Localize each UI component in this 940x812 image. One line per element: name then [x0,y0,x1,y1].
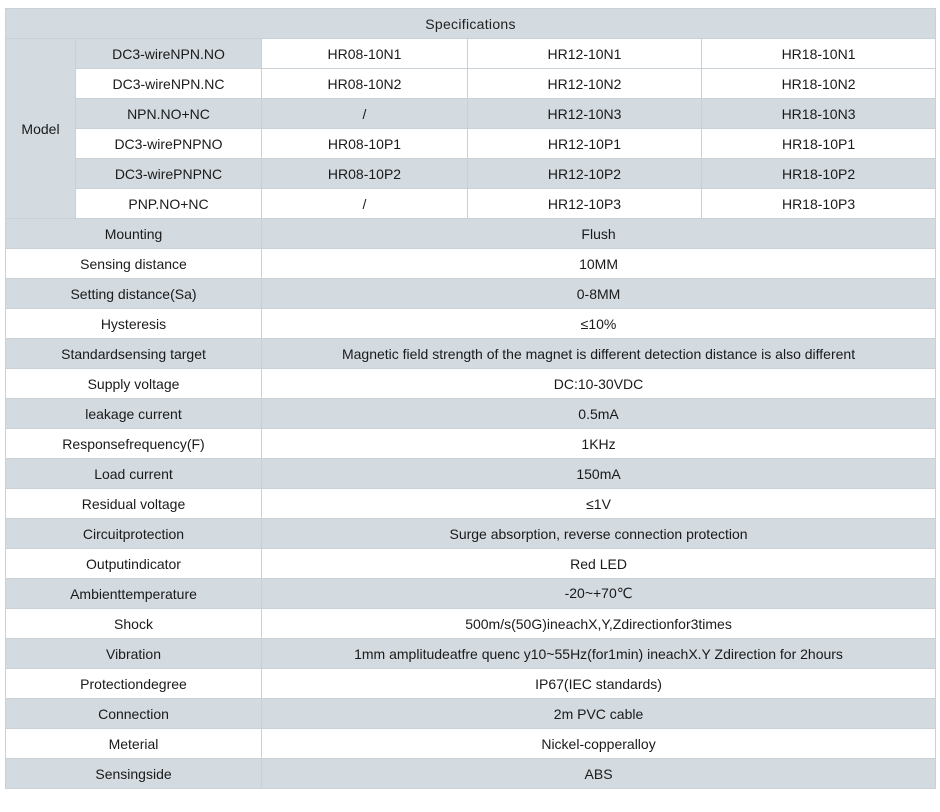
model-cell: HR12-10P3 [468,189,702,219]
spec-row [6,519,936,549]
spec-label: Meterial [6,729,262,759]
spec-value: DC:10-30VDC [262,369,936,399]
spec-value: 1KHz [262,429,936,459]
model-cell: HR18-10P2 [702,159,936,189]
spec-label: Supply voltage [6,369,262,399]
model-row [6,69,936,99]
model-cell: / [262,99,468,129]
spec-row [6,699,936,729]
model-row [6,129,936,159]
spec-label: Outputindicator [6,549,262,579]
model-cell: HR08-10N2 [262,69,468,99]
spec-label: Setting distance(Sa) [6,279,262,309]
spec-row [6,729,936,759]
model-row [6,159,936,189]
spec-row [6,669,936,699]
model-cell: HR18-10P1 [702,129,936,159]
spec-row [6,759,936,789]
spec-row [6,249,936,279]
spec-label: Standardsensing target [6,339,262,369]
model-cell: HR18-10N1 [702,39,936,69]
model-name: DC3-wireNPN.NC [76,69,262,99]
spec-row [6,399,936,429]
spec-value: Nickel-copperalloy [262,729,936,759]
spec-table-container [5,8,935,789]
model-row [6,189,936,219]
spec-value: 0.5mA [262,399,936,429]
table-title: Specifications [6,9,936,39]
model-cell: HR08-10N1 [262,39,468,69]
spec-label: Responsefrequency(F) [6,429,262,459]
spec-label: Mounting [6,219,262,249]
spec-row [6,579,936,609]
model-label: Model [6,39,76,219]
model-name: PNP.NO+NC [76,189,262,219]
spec-label: Circuitprotection [6,519,262,549]
spec-value: 1mm amplitudeatfre quenc y10~55Hz(for1min) ineachX.Y Zdirection for 2hours [262,639,936,669]
spec-row [6,459,936,489]
spec-value: Flush [262,219,936,249]
spec-label: Sensing distance [6,249,262,279]
model-name: DC3-wireNPN.NO [76,39,262,69]
spec-row [6,639,936,669]
spec-label: Residual voltage [6,489,262,519]
spec-row [6,369,936,399]
spec-value: Surge absorption, reverse connection protection [262,519,936,549]
model-cell: HR12-10P2 [468,159,702,189]
spec-value: ≤10% [262,309,936,339]
model-cell: HR08-10P2 [262,159,468,189]
model-cell: HR18-10P3 [702,189,936,219]
spec-value: Magnetic field strength of the magnet is different detection distance is also different [262,339,936,369]
spec-label: leakage current [6,399,262,429]
spec-label: Load current [6,459,262,489]
spec-row [6,219,936,249]
model-cell: HR18-10N3 [702,99,936,129]
spec-row [6,609,936,639]
spec-value: -20~+70℃ [262,579,936,609]
spec-label: Connection [6,699,262,729]
model-cell: / [262,189,468,219]
spec-label: Ambienttemperature [6,579,262,609]
spec-value: 150mA [262,459,936,489]
model-cell: HR12-10N1 [468,39,702,69]
spec-value: 10MM [262,249,936,279]
model-cell: HR08-10P1 [262,129,468,159]
spec-value: IP67(IEC standards) [262,669,936,699]
spec-label: Shock [6,609,262,639]
spec-value: 500m/s(50G)ineachX,Y,Zdirectionfor3times [262,609,936,639]
model-row [6,39,936,69]
spec-label: Vibration [6,639,262,669]
spec-value: 2m PVC cable [262,699,936,729]
spec-row [6,309,936,339]
spec-value: 0-8MM [262,279,936,309]
spec-row [6,429,936,459]
model-cell: HR12-10P1 [468,129,702,159]
model-cell: HR12-10N2 [468,69,702,99]
spec-label: Protectiondegree [6,669,262,699]
spec-row [6,279,936,309]
model-name: NPN.NO+NC [76,99,262,129]
spec-label: Sensingside [6,759,262,789]
spec-row [6,549,936,579]
spec-row [6,489,936,519]
spec-value: ≤1V [262,489,936,519]
model-row [6,99,936,129]
specifications-table [5,8,936,789]
spec-value: ABS [262,759,936,789]
spec-value: Red LED [262,549,936,579]
spec-row [6,339,936,369]
model-name: DC3-wirePNPNO [76,129,262,159]
model-cell: HR12-10N3 [468,99,702,129]
model-name: DC3-wirePNPNC [76,159,262,189]
spec-label: Hysteresis [6,309,262,339]
model-cell: HR18-10N2 [702,69,936,99]
